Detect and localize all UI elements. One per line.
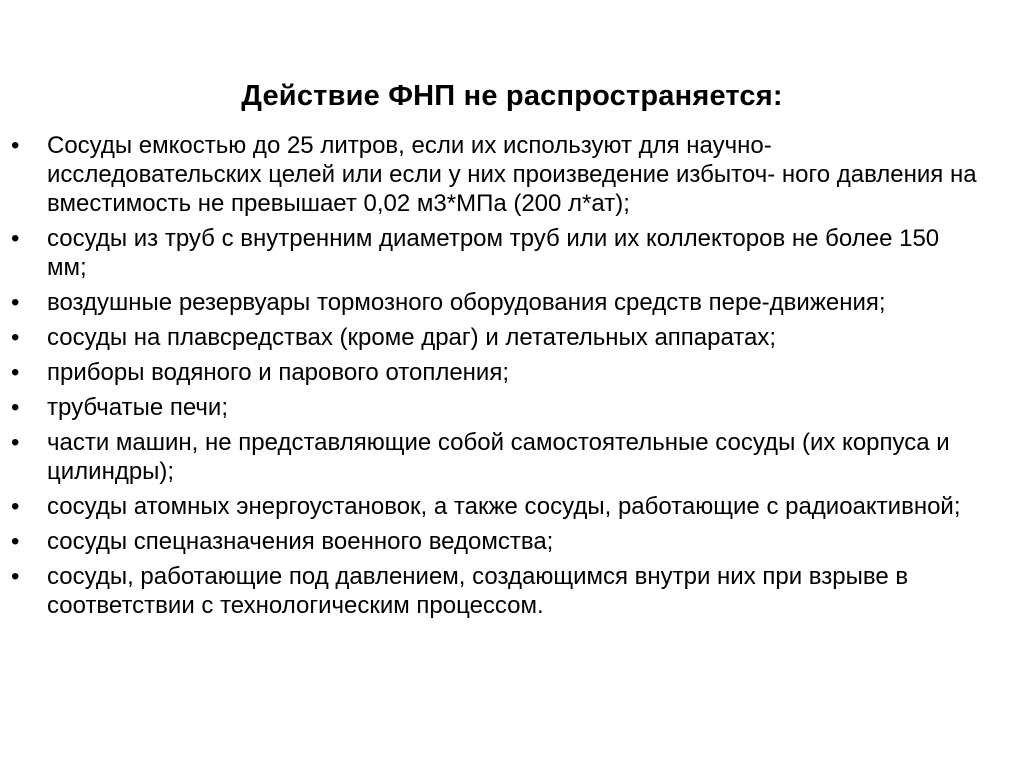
bullet-item — [0, 224, 1024, 282]
bullet-item — [0, 323, 1024, 352]
bullet-text: сосуды атомных энергоустановок, а также сосуды, работающие с радиоактивной; — [47, 493, 961, 520]
bullet-item — [0, 428, 1024, 486]
bullet-text: Сосуды емкостью до 25 литров, если их используют для научно-исследовательских целей или если у них произведение избыточ- ного давления на вместимость не превышает 0,02 м3*МПа (200 л*ат); — [47, 132, 977, 217]
bullet-text: приборы водяного и парового отопления; — [47, 359, 509, 386]
slide-title: Действие ФНП не распространяется: — [241, 80, 783, 112]
bullet-text: сосуды на плавсредствах (кроме драг) и летательных аппаратах; — [47, 324, 777, 351]
bullet-item — [0, 288, 1024, 317]
bullet-icon: • — [11, 429, 20, 456]
bullet-icon: • — [11, 563, 20, 590]
bullet-text: сосуды, работающие под давлением, создающимся внутри них при взрыве в соответствии с технологическим процессом. — [47, 563, 909, 619]
bullet-icon: • — [11, 225, 20, 252]
bullet-item — [0, 527, 1024, 556]
bullet-item — [0, 562, 1024, 620]
bullet-icon: • — [11, 394, 20, 421]
bullet-icon: • — [11, 359, 20, 386]
bullet-list — [0, 131, 1024, 626]
bullet-text: воздушные резервуары тормозного оборудования средств пере-движения; — [47, 289, 886, 316]
bullet-text: трубчатые печи; — [47, 394, 228, 421]
bullet-text: сосуды из труб с внутренним диаметром труб или их коллекторов не более 150 мм; — [47, 225, 940, 281]
bullet-text: сосуды спецназначения военного ведомства; — [47, 528, 554, 555]
bullet-icon: • — [11, 528, 20, 555]
bullet-icon: • — [11, 289, 20, 316]
bullet-icon: • — [11, 324, 20, 351]
bullet-item — [0, 358, 1024, 387]
bullet-item — [0, 492, 1024, 521]
bullet-text: части машин, не представляющие собой самостоятельные сосуды (их корпуса и цилиндры); — [47, 429, 950, 485]
bullet-item — [0, 393, 1024, 422]
bullet-item — [0, 131, 1024, 218]
bullet-icon: • — [11, 493, 20, 520]
bullet-icon: • — [11, 132, 20, 159]
